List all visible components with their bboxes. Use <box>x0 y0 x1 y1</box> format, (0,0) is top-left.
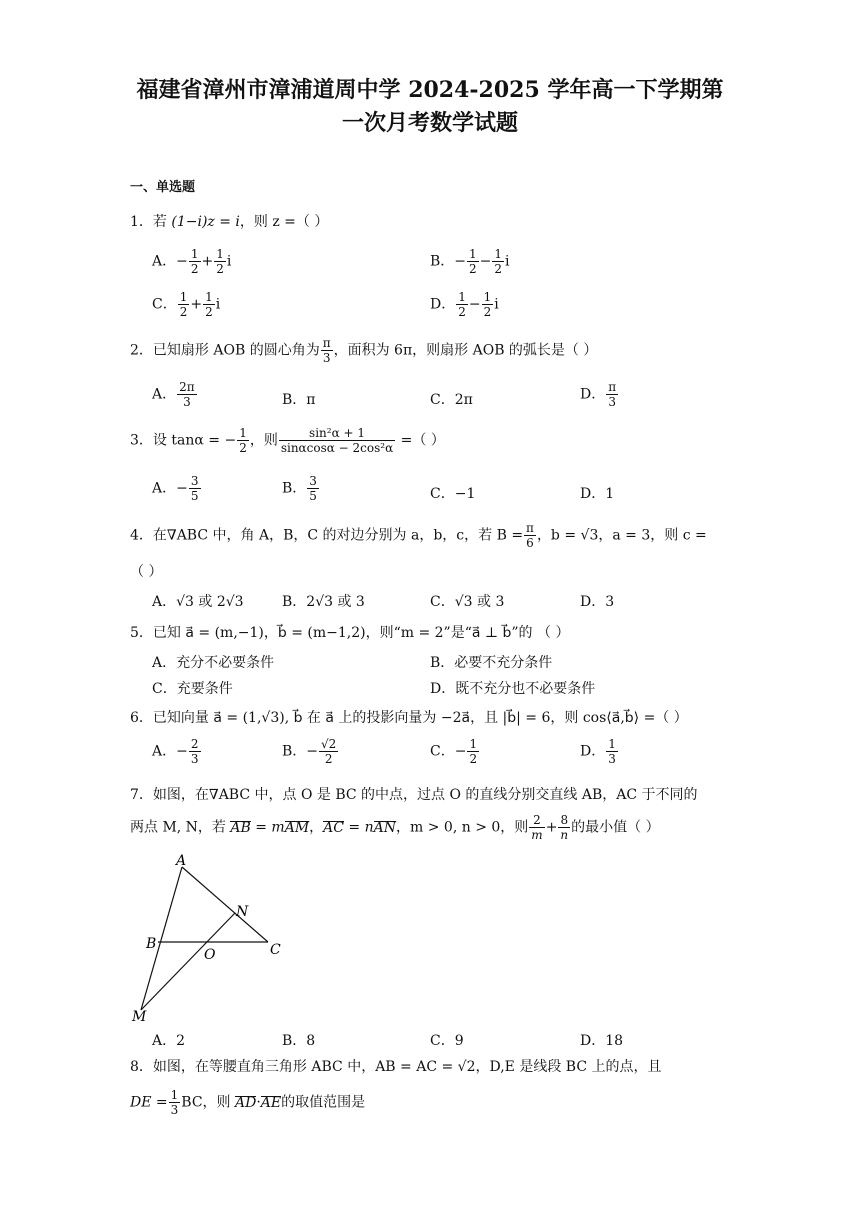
q3-option-b[interactable]: B． $\frac{3}{5}$ <box>282 474 317 503</box>
q6-option-b[interactable]: B．− $\frac{√2}{2}$ <box>282 737 337 766</box>
question-3-stem: 3．设 tanα = − $\frac{1}{2}$ ，则 $\frac{\text{sin²α + 1}}{\text{sinαcosα − 2cos²α}}$ =（ ） <box>130 426 445 455</box>
question-8-stem-line-2: DE = $\frac{1}{3}$ BC，则 AD·AE的取值范围是 <box>130 1088 366 1117</box>
q2-option-a[interactable]: A． $\frac{2\pi}{3}$ <box>152 380 195 409</box>
q4-option-a[interactable]: A．√3 或 2√3 <box>152 594 244 610</box>
label-o: O <box>204 947 216 963</box>
question-7-stem-line-2: 两点 M, N，若 AB = mAM，AC = nAN，m > 0, n > 0，则 $\frac{2}{m}$ + $\frac{8}{n}$ 的最小值（ ） <box>130 813 660 842</box>
q2-option-c[interactable]: C．2π <box>430 392 473 408</box>
question-2-stem: 2．已知扇形 AOB 的圆心角为 $\frac{\pi}{3}$ ，面积为 6π，则扇形 AOB 的弧长是（ ） <box>130 336 598 365</box>
q5-option-c[interactable]: C．充要条件 <box>152 681 233 697</box>
question-7-stem: 7．如图，在∇ABC 中，点 O 是 BC 的中点，过点 O 的直线分别交直线 AB，AC 于不同的 <box>130 787 698 803</box>
question-1-stem: 1．若 (1−i)z = i，则 z =（ ） <box>130 214 329 230</box>
title-line-2: 一次月考数学试题 <box>341 110 518 136</box>
q2-option-b[interactable]: B．π <box>282 392 316 408</box>
question-4-stem: 4．在∇ABC 中，角 A，B，C 的对边分别为 a，b，c，若 B = $\frac{\pi}{6}$ ，b = √3，a = 3，则 c = <box>130 521 707 550</box>
q6-option-d[interactable]: D． $\frac{1}{3}$ <box>580 737 616 766</box>
label-c: C <box>270 942 281 958</box>
q4-option-d[interactable]: D．3 <box>580 594 615 610</box>
q5-option-a[interactable]: A．充分不必要条件 <box>152 655 275 671</box>
q1-option-c[interactable]: C． $\frac{1}{2}$ + $\frac{1}{2}$ i <box>152 290 221 319</box>
q1-option-b[interactable]: B．− $\frac{1}{2}$ − $\frac{1}{2}$ i <box>430 247 510 276</box>
label-m: M <box>132 1009 147 1025</box>
label-b: B <box>146 936 157 952</box>
q7-option-a[interactable]: A．2 <box>152 1033 186 1049</box>
question-8-stem: 8．如图，在等腰直角三角形 ABC 中，AB = AC = √2，D,E 是线段 BC 上的点，且 <box>130 1059 662 1075</box>
title-line-1: 福建省漳州市漳浦道周中学 2024-2025 学年高一下学期第 <box>136 77 724 103</box>
question-4-stem-line-2: （ ） <box>130 564 163 580</box>
q7-option-c[interactable]: C．9 <box>430 1033 464 1049</box>
q4-option-c[interactable]: C．√3 或 3 <box>430 594 505 610</box>
q3-option-d[interactable]: D．1 <box>580 486 615 502</box>
q4-option-b[interactable]: B．2√3 或 3 <box>282 594 365 610</box>
label-n: N <box>236 904 249 920</box>
label-a: A <box>176 853 187 869</box>
section-heading: 一、单选题 <box>130 180 196 195</box>
q7-option-b[interactable]: B．8 <box>282 1033 316 1049</box>
question-6-stem: 6．已知向量 a⃗ = (1,√3), b⃗ 在 a⃗ 上的投影向量为 −2a⃗，且 |b⃗| = 6，则 cos⟨a⃗,b⃗⟩ =（ ） <box>130 710 688 726</box>
q5-option-d[interactable]: D．既不充分也不必要条件 <box>430 681 596 697</box>
page-title <box>60 74 800 140</box>
q2-option-d[interactable]: D． $\frac{\pi}{3}$ <box>580 380 617 409</box>
triangle-figure <box>128 850 308 1025</box>
q1-option-a[interactable]: A．− $\frac{1}{2}$ + $\frac{1}{2}$ i <box>152 247 232 276</box>
q7-option-d[interactable]: D．18 <box>580 1033 624 1049</box>
q5-option-b[interactable]: B．必要不充分条件 <box>430 655 553 671</box>
q3-option-a[interactable]: A．− $\frac{3}{5}$ <box>152 474 199 503</box>
q1-option-d[interactable]: D． $\frac{1}{2}$ − $\frac{1}{2}$ i <box>430 290 499 319</box>
q6-option-c[interactable]: C．− $\frac{1}{2}$ <box>430 737 478 766</box>
question-5-stem: 5．已知 a⃗ = (m,−1)，b⃗ = (m−1,2)，则“m = 2”是“a⃗ ⊥ b⃗”的 （ ） <box>130 625 570 641</box>
line-ac <box>182 867 268 942</box>
q3-option-c[interactable]: C．−1 <box>430 486 476 502</box>
q6-option-a[interactable]: A．− $\frac{2}{3}$ <box>152 737 199 766</box>
